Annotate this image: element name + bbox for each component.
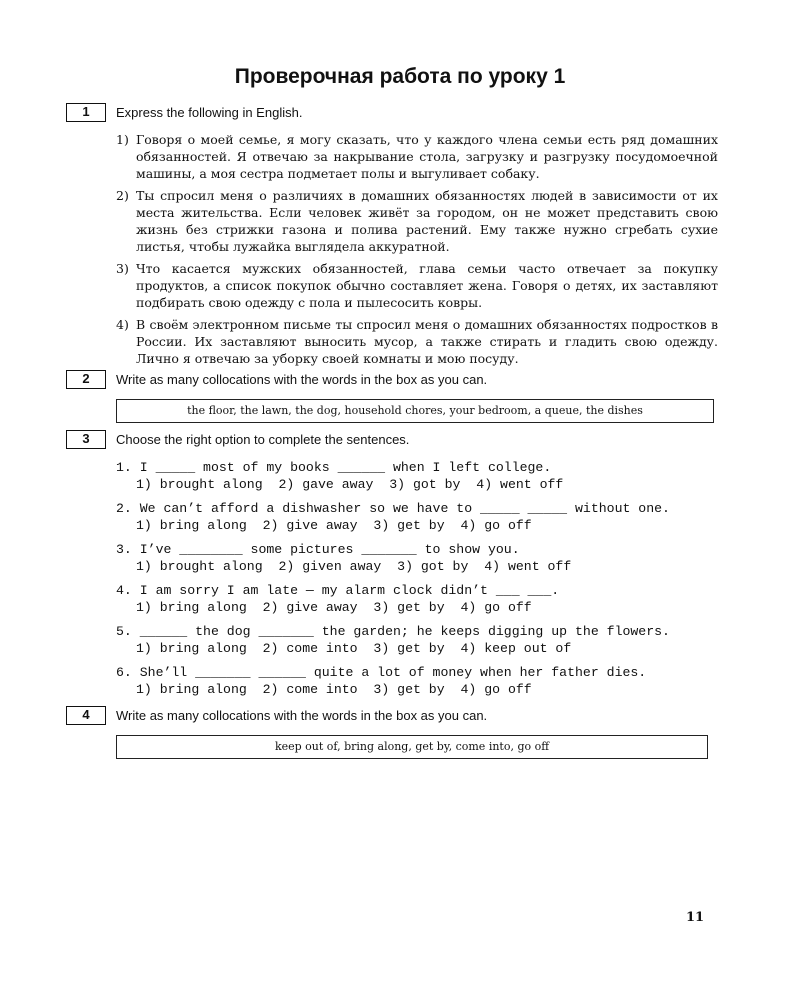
task-1-item (116, 131, 718, 182)
page-title: Проверочная работа по уроку 1 (234, 65, 566, 88)
question-text: 6. She’ll _______ ______ quite a lot of money when her father dies. (116, 665, 647, 680)
page-number: 11 (686, 910, 705, 925)
question-text: 5. ______ the dog _______ the garden; he keeps digging up the flowers. (116, 624, 670, 639)
task-3-instruction: Choose the right option to complete the sentences. (116, 432, 410, 447)
item-number: 3) (116, 261, 129, 276)
task-2-number: 2 (66, 370, 106, 389)
item-text: Говоря о моей семье, я могу сказать, что у каждого члена семьи есть ряд домашних обязанностей. Я отвечаю за накрывание стола, загрузку и разгрузку посудомоечной машины, а моя сестра подметает полы и выгуливает собаку. (136, 132, 718, 181)
task-1-instruction: Express the following in English. (116, 105, 303, 120)
task-3-questions (116, 459, 696, 705)
question-options: 1) bring along 2) give away 3) get by 4) go off (136, 600, 532, 615)
question-options: 1) bring along 2) come into 3) get by 4) go off (136, 682, 532, 697)
question-text: 4. I am sorry I am late — my alarm clock didn’t ___ ___. (116, 583, 560, 598)
question-item (116, 664, 696, 698)
item-number: 4) (116, 317, 129, 332)
question-item (116, 500, 696, 534)
item-number: 1) (116, 132, 129, 147)
question-options: 1) bring along 2) come into 3) get by 4) keep out of (136, 641, 572, 656)
task-1-item (116, 187, 718, 255)
item-number: 2) (116, 188, 129, 203)
task-4-instruction: Write as many collocations with the words in the box as you can. (116, 708, 488, 723)
task-3-number: 3 (66, 430, 106, 449)
task-2-instruction: Write as many collocations with the words in the box as you can. (116, 372, 488, 387)
task-1-item (116, 316, 718, 367)
item-text: В своём электронном письме ты спросил меня о домашних обязанностях подростков в России. Их заставляют выносить мусор, а также стирать и гладить свою одежду. Лично я отвечаю за уборку своей комнаты и мою посуду. (136, 317, 718, 366)
task-1-items (116, 131, 718, 367)
item-text: Что касается мужских обязанностей, глава семьи часто отвечает за покупку продуктов, а список покупок обычно составляет жена. Говоря о детях, их заставляют подбирать свою одежду с пола и пылесосить ковры. (136, 261, 718, 310)
question-options: 1) bring along 2) give away 3) get by 4) go off (136, 518, 532, 533)
item-text: Ты спросил меня о различиях в домашних обязанностях людей в зависимости от их места жительства. Если человек живёт за городом, он не может представить свою жизнь без стрижки газона и полива растений. Ему также нужно сгребать сухие листья, чтобы лужайка выглядела аккуратной. (136, 188, 718, 254)
question-text: 2. We can’t afford a dishwasher so we have to _____ _____ without one. (116, 501, 670, 516)
question-item (116, 582, 696, 616)
question-item (116, 459, 696, 493)
question-text: 1. I _____ most of my books ______ when I left college. (116, 460, 552, 475)
task-1-number: 1 (66, 103, 106, 122)
question-item (116, 623, 696, 657)
question-item (116, 541, 696, 575)
task-4-number: 4 (66, 706, 106, 725)
question-text: 3. I’ve ________ some pictures _______ to show you. (116, 542, 520, 557)
question-options: 1) brought along 2) gave away 3) got by 4) went off (136, 477, 564, 492)
question-options: 1) brought along 2) given away 3) got by 4) went off (136, 559, 572, 574)
task-1-item (116, 260, 718, 311)
task-2-word-box: the floor, the lawn, the dog, household chores, your bedroom, a queue, the dishes (116, 399, 714, 423)
task-4-word-box: keep out of, bring along, get by, come into, go off (116, 735, 708, 759)
task-1-text (116, 131, 718, 372)
